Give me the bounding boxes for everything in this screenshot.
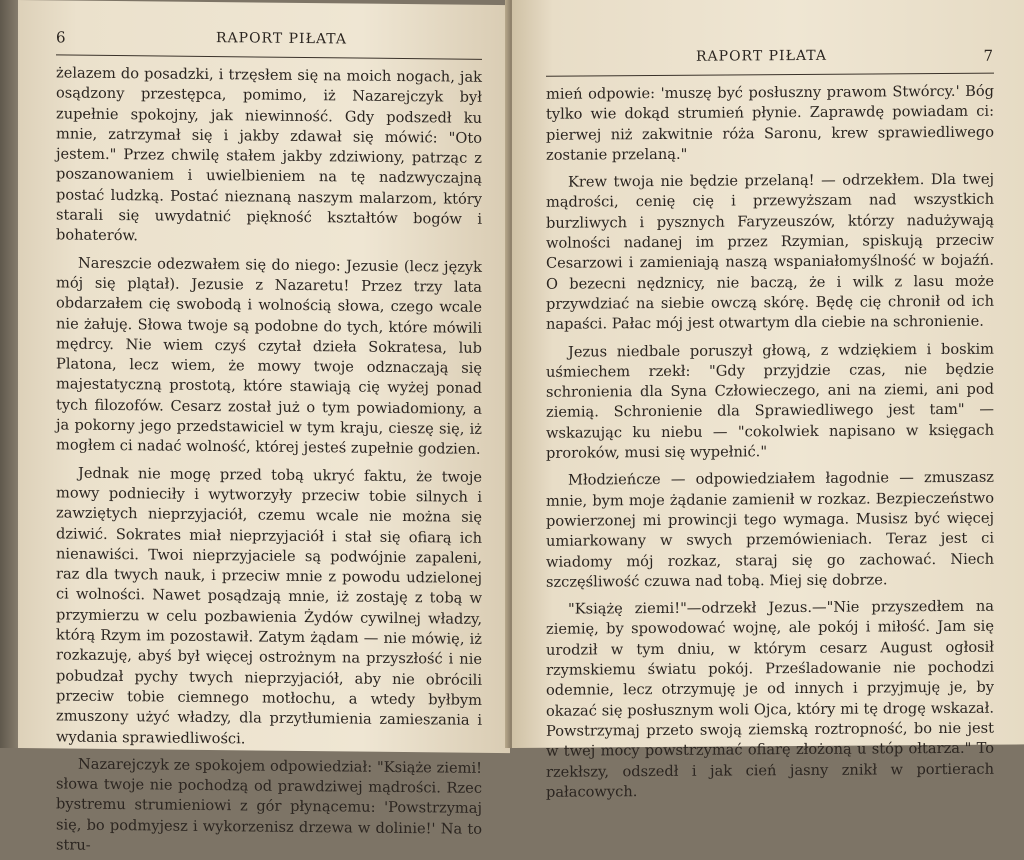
- left-paragraph-4: Nazarejczyk ze spokojem odpowiedział: "Książe ziemi! słowa twoje nie pochodzą od prawdziwej mądrości. Rzec bystremu strumieniowi z gór płynącemu: 'Powstrzymaj się, bo podmyjesz i wykorzenisz drzewa w dolinie!' Na to stru-: [56, 755, 482, 854]
- left-paragraph-1: żelazem do posadzki, i trzęsłem się na moich nogach, jak osądzony przestępca, pomimo, iż Nazarejczyk był zupełnie spokojny, jak niewinność. Gdy podszedł ku mnie, zatrzymał się i jakby zdawał się mówić: "Oto jestem." Przez chwilę stałem jakby zdziwiony, patrząc z poszanowaniem i uwielbieniem na tę nadzwyczajną postać ludzką. Postać nieznaną naszym malarzom, który starali się uwydatnić piękność kształtów bogów i bohaterów.: [56, 64, 482, 245]
- left-running-title: RAPORT PIŁATA: [216, 30, 347, 48]
- right-page-text: [546, 82, 994, 803]
- right-paragraph-1: mień odpowie: 'muszę być posłuszny prawom Stwórcy.' Bóg tylko wie dokąd strumień płynie. Zaprawdę powiadam ci: pierwej niż zakwitnie róża Saronu, krew sprawiedliwego zostanie przelaną.": [546, 82, 994, 164]
- right-running-title: RAPORT PIŁATA: [696, 47, 827, 65]
- left-paragraph-3: Jednak nie mogę przed tobą ukryć faktu, że twoje mowy podnieciły i wytworzyły przeciw tobie silnych i zawziętych nieprzyjaciół, czemu wcale nie można się dziwić. Sokrates miał nieprzyjaciół i stał się ofiarą ich nienawiści. Twoi nieprzyjaciele są podwójnie zapaleni, raz dla twych nauk, i przeciw mnie z powodu udzielonej ci wolności. Nawet posądzają mnie, iż zostaję z tobą w przymierzu w celu pozbawienia Żydów cywilnej władzy, którą Rzym im pozostawił. Zatym żądam — nie mówię, iż rozkazuję, abyś był więcej ostrożnym na przyszłość i nie pobudzał pychy twych nieprzyjaciół, aby nie obrócili przeciw tobie ciemnego motłochu, a wtedy byłbym zmuszony użyć władzy, dla przytłumienia zamieszania i wydania sprawiedliwości.: [56, 464, 482, 747]
- right-paragraph-4: Młodzieńcze — odpowiedziałem łagodnie — zmuszasz mnie, bym moje żądanie zamienił w rozkaz. Bezpieczeństwo powierzonej mi prowincji tego wymaga. Musisz być więcej umiarkowany w swych przemówieniach. Teraz jest ci wiadomy mój rozkaz, staraj się go zachować. Niech szczęśliwość czuwa nad tobą. Miej się dobrze.: [546, 468, 994, 591]
- left-page-header: [56, 28, 482, 58]
- book-left-edge: [0, 0, 20, 748]
- right-paragraph-5: "Książę ziemi!"—odrzekł Jezus.—"Nie przyszedłem na ziemię, by spowodować wojnę, ale pokój i miłość. Jam się urodził w tym dniu, w którym cesarz August ogłosił rzymskiemu światu pokój. Prześladowanie nie pochodzi odemnie, lecz otrzymuję je od innych i przyjmuję je, by okazać się posłusznym woli Ojca, który mi tę drogę wskazał. Powstrzymaj przeto swoją ziemską roztropność, bo nie jest w twej mocy powstrzymać ofiarę złożoną u stóp ołtarza." To rzekłszy, odszedł i jak cień jasny znikł w portierach pałacowych.: [546, 597, 994, 801]
- right-paragraph-2: Krew twoja nie będzie przelaną! — odrzekłem. Dla twej mądrości, cenię cię i przewyższam nad wszystkich burzliwych i pysznych Faryzeuszów, którzy nadużywają wolności nadanej im przez Rzymian, spiskują przeciw Cesarzowi i zamieniają naszą wspaniałomyślność w bojaźń. O bezecni nędznicy, nie baczą, że i wilk z lasu może przywdziać na siebie owczą skórę. Będę cię chronił od ich napaści. Pałac mój jest otwartym dla ciebie na schronienie.: [546, 170, 994, 334]
- left-paragraph-2: Nareszcie odezwałem się do niego: Jezusie (lecz język mój się plątał). Jezusie z Nazaretu! Przez trzy lata obdarzałem cię swobodą i wolnością słowa, czego wcale nie żałuję. Słowa twoje są podobne do tych, które mówili mędrcy. Nie wiem czyś czytał dzieła Sokratesa, lub Platona, lecz wiem, że mowy twoje odznaczają się majestatyczną prostotą, które stawiają cię wyżej ponad tych filozofów. Cesarz został już o tym powiadomiony, a ja pokorny jego przedstawiciel w tym kraju, cieszę się, iż mogłem ci nadać wolność, której jesteś zupełnie godzien.: [56, 254, 482, 459]
- left-page-text: [56, 63, 482, 860]
- right-page-header: [546, 47, 994, 76]
- left-page: [18, 0, 510, 854]
- right-page-number: 7: [983, 46, 994, 65]
- right-page: [512, 0, 1024, 801]
- left-page-number: 6: [56, 28, 67, 47]
- right-paragraph-3: Jezus niedbale poruszył głową, z wdziękiem i boskim uśmiechem rzekł: "Gdy przyjdzie czas, nie będzie schronienia dla Syna Człowieczego, ani na ziemi, ani pod ziemią. Schronienie dla Sprawiedliwego jest tam" — wskazując ku niebu — "cokolwiek napisano w księgach proroków, musi się wypełnić.": [546, 340, 994, 462]
